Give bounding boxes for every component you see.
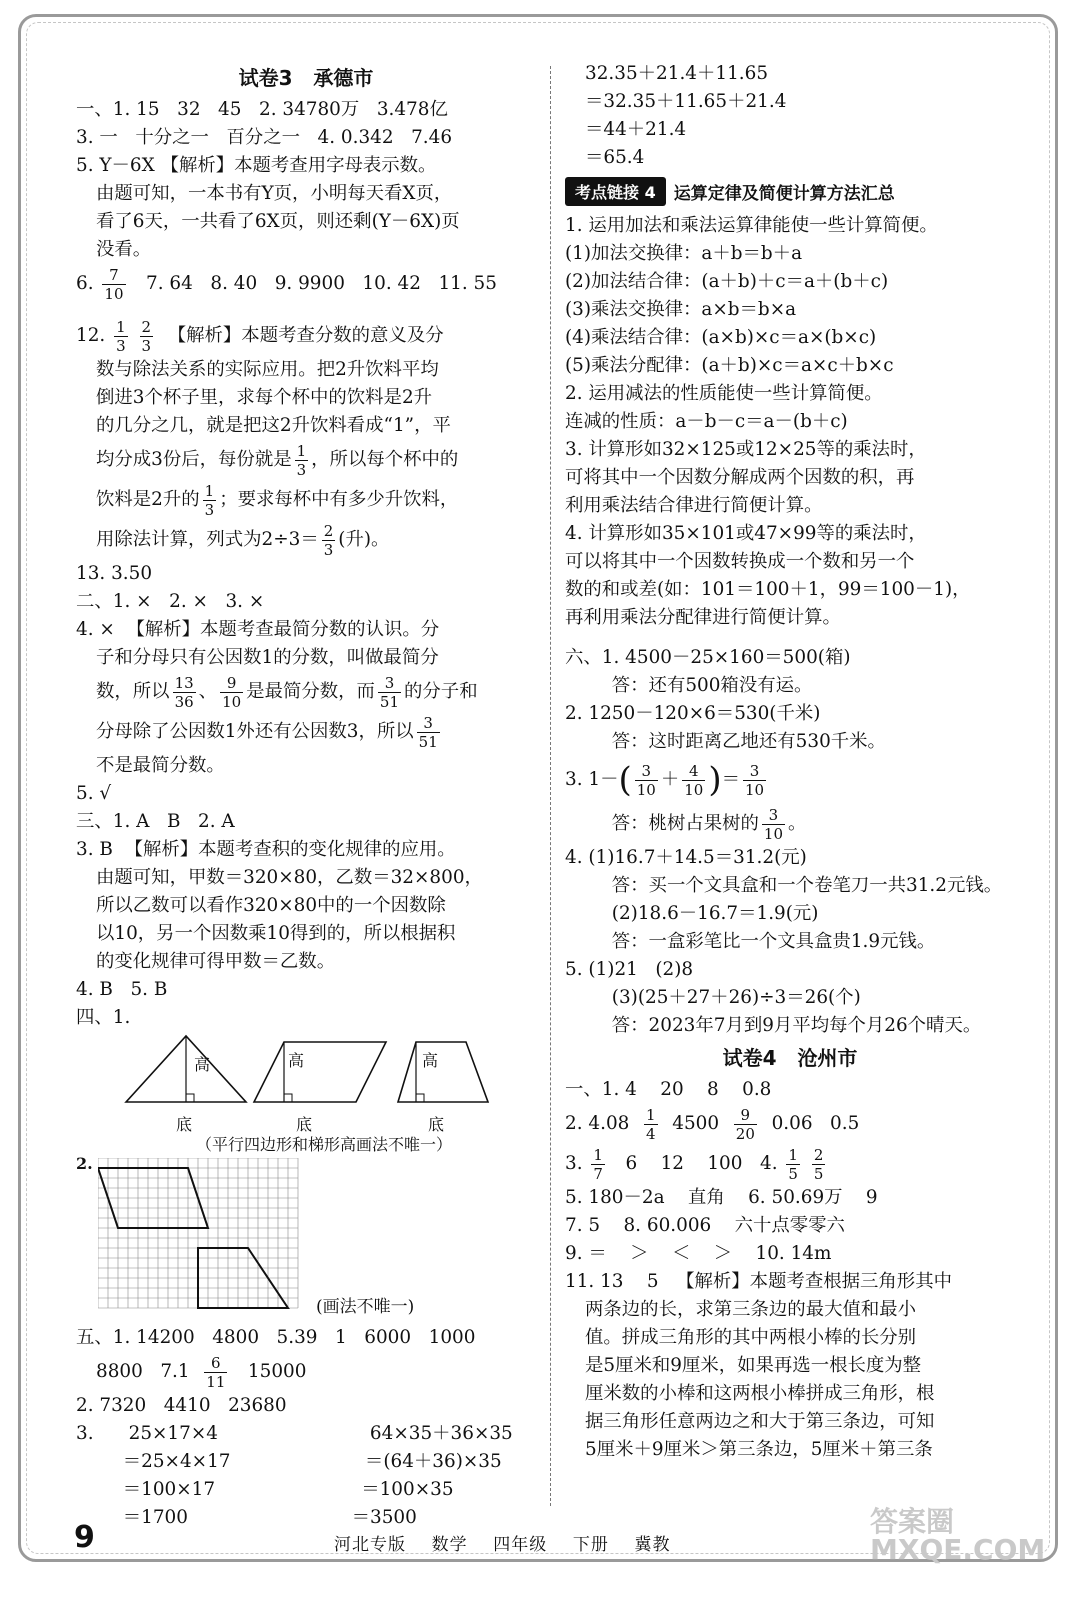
law-line: 利用乘法结合律进行简便计算。 — [565, 495, 823, 516]
answer-line: 两条边的长，求第三条边的最大值和最小 — [585, 1299, 917, 1320]
law-line: 数的和或差(如：101＝100＋1，99＝100－1)， — [565, 579, 971, 600]
fraction: $\frac{1}{4}$ — [646, 1105, 656, 1143]
fraction: $\frac{13}{36}$ — [174, 673, 194, 711]
answer-line: 五、1. 14200 4800 5.39 1 6000 1000 — [76, 1327, 476, 1348]
answer-line: ＝25×4×17 ＝(64＋36)×35 — [76, 1451, 502, 1472]
answer-line: 5厘米＋9厘米＞第三条边，5厘米＋第三条 — [585, 1439, 933, 1460]
fraction: $\frac{9}{10}$ — [222, 673, 242, 711]
answer-line: (3)(25＋27＋26)÷3＝26(个) — [565, 987, 861, 1008]
answer-line: 4. B 5. B — [76, 979, 168, 1000]
answer-line: 一、1. 4 20 8 0.8 — [565, 1079, 772, 1100]
law-line: 3. 计算形如32×125或12×25等的乘法时， — [565, 439, 927, 460]
answer-line: 饮料是2升的 $\frac{1}{3}$ ；要求每杯中有多少升饮料， — [96, 481, 459, 519]
answer-line: 9. ＝ ＞ ＜ ＞ 10. 14m — [565, 1243, 832, 1264]
law-line: 再利用乘法分配律进行简便计算。 — [565, 607, 841, 628]
answer-line: 由题可知，甲数＝320×80，乙数＝32×800， — [96, 867, 483, 888]
answer-line: 子和分母只有公因数1的分数，叫做最简分 — [96, 647, 439, 668]
fraction: $\frac{6}{11}$ — [206, 1353, 226, 1391]
answer-line: 2. 4.08 $\frac{1}{4}$ 4500 $\frac{9}{20}$ 0.06 0.5 — [565, 1105, 860, 1143]
law-line: 4. 计算形如35×101或47×99等的乘法时， — [565, 523, 927, 544]
fraction: $\frac{2}{3}$ — [141, 317, 152, 355]
answer-line: 用除法计算，列式为2÷3＝ $\frac{2}{3}$ (升)。 — [96, 521, 390, 559]
label-height: 高 — [288, 1051, 305, 1070]
fraction: $\frac{4}{10}$ — [684, 761, 704, 799]
watermark-logo: 答案圈 MXQE.COM — [870, 1505, 1046, 1566]
fraction: $\frac{9}{20}$ — [735, 1105, 755, 1143]
answer-line: 4. (1)16.7＋14.5＝31.2(元) — [565, 847, 807, 868]
knowledge-link — [565, 176, 1015, 206]
label-height: 高 — [194, 1055, 211, 1074]
answer-line-q6: 6. $\frac{7}{10}$ 7. 64 8. 40 9. 9900 10. 42 11. 55 — [76, 265, 497, 303]
answer-line: 的变化规律可得甲数＝乙数。 — [96, 951, 336, 972]
grid-note: (画法不唯一) — [316, 1297, 415, 1317]
answer-line: 13. 3.50 — [76, 563, 153, 584]
label-base: 底 — [296, 1115, 313, 1134]
answer-line: 一、1. 15 32 45 2. 34780万 3.478亿 — [76, 99, 448, 120]
law-line: (1)加法交换律：a＋b＝b＋a — [565, 243, 803, 264]
answer-line: ＝100×17 ＝100×35 — [76, 1479, 454, 1500]
calc-line: 32.35＋21.4＋11.65 — [585, 63, 769, 84]
law-line: (2)加法结合律：(a＋b)＋c＝a＋(b＋c) — [565, 271, 889, 292]
answer-line: 不是最简分数。 — [96, 755, 225, 776]
answer-line-q3: 3. 1－( $\frac{3}{10}$ ＋ $\frac{4}{10}$ )＝ $\frac{3}{10}$ — [565, 760, 765, 800]
answer-line: 四、1. — [76, 1007, 131, 1028]
answer-line: 由题可知，一本书有Y页，小明每天看X页， — [96, 183, 453, 204]
fraction: $\frac{3}{51}$ — [379, 673, 400, 711]
left-column — [76, 60, 536, 1532]
calc-line: ＝32.35＋11.65＋21.4 — [585, 91, 787, 112]
answer-line: 5. (1)21 (2)8 — [565, 959, 694, 980]
page-number: 9 — [74, 1520, 95, 1555]
answer-line: 答：还有500箱没有运。 — [565, 675, 813, 696]
calc-line: ＝44＋21.4 — [585, 119, 687, 140]
answer-line: 2. 1250－120×6＝530(千米) — [565, 703, 821, 724]
answer-line: 所以乙数可以看作320×80中的一个因数除 — [96, 895, 446, 916]
label-height: 高 — [422, 1051, 439, 1070]
answer-line: 看了6天，一共看了6X页，则还剩(Y－6X)页 — [96, 211, 460, 232]
answer-line: 厘米数的小棒和这两根小棒拼成三角形，根 — [585, 1383, 935, 1404]
fraction: $\frac{3}{10}$ — [636, 761, 656, 799]
grid-paper — [98, 1158, 308, 1318]
fraction: $\frac{1}{7}$ — [593, 1145, 603, 1183]
answer-line: 的几分之几，就是把这2升饮料看成“1”，平 — [96, 415, 451, 436]
answer-line: 据三角形任意两边之和大于第三条边，可知 — [585, 1411, 935, 1432]
figure-note: （平行四边形和梯形高画法不唯一） — [196, 1135, 453, 1154]
right-column — [565, 60, 1015, 1464]
footer-text: 河北专版 数学 四年级 下册 冀教 — [334, 1535, 671, 1555]
law-line: 连减的性质：a－b－c＝a－(b＋c) — [565, 411, 848, 432]
fraction: $\frac{2}{5}$ — [813, 1145, 824, 1183]
knowledge-link-tag: 考点链接 4 — [565, 177, 666, 206]
exam3-title: 试卷3 承德市 — [238, 66, 374, 90]
answer-line: 三、1. A B 2. A — [76, 811, 235, 832]
fraction: $\frac{1}{3}$ — [204, 481, 215, 519]
law-line: (5)乘法分配律：(a＋b)×c＝a×c＋b×c — [565, 355, 894, 376]
fraction: $\frac{3}{10}$ — [745, 761, 765, 799]
law-line: 1. 运用加法和乘法运算律能使一些计算简便。 — [565, 215, 938, 236]
calc-line: ＝65.4 — [585, 147, 645, 168]
knowledge-link-title: 运算定律及简便计算方法汇总 — [673, 183, 895, 204]
answer-line: 7. 5 8. 60.006 六十点零零六 — [565, 1215, 845, 1236]
answer-line: 数与除法关系的实际应用。把2升饮料平均 — [96, 359, 439, 380]
exam4-title: 试卷4 沧州市 — [722, 1046, 858, 1070]
fraction: $\frac{1}{5}$ — [788, 1145, 798, 1183]
answer-line-q12: 12. $\frac{1}{3}$ $\frac{2}{3}$ 【解析】本题考查分数的意义及分 — [76, 317, 444, 355]
fraction: $\frac{1}{3}$ — [296, 441, 307, 479]
answer-line: 5. Y－6X 【解析】本题考查用字母表示数。 — [76, 155, 437, 176]
answer-line: 3. $\frac{1}{7}$ 6 12 100 4. $\frac{1}{5}$ $\frac{2}{5}$ — [565, 1145, 824, 1183]
answer-line: 数，所以 $\frac{13}{36}$ 、 $\frac{9}{10}$ 是最简分数，而 $\frac{3}{51}$ 的分子和 — [96, 673, 478, 711]
law-line: (4)乘法结合律：(a×b)×c＝a×(b×c) — [565, 327, 877, 348]
answer-line: 8800 7.1 $\frac{6}{11}$ 15000 — [96, 1353, 307, 1391]
column-divider — [550, 66, 551, 1506]
answer-line: 答：一盒彩笔比一个文具盒贵1.9元钱。 — [565, 931, 936, 952]
answer-line: 5. 180－2a 直角 6. 50.69万 9 — [565, 1187, 878, 1208]
answer-line: 分母除了公因数1外还有公因数3，所以 $\frac{3}{51}$ — [96, 713, 438, 751]
answer-line: 4. × 【解析】本题考查最简分数的认识。分 — [76, 619, 440, 640]
answer-line: 二、1. × 2. × 3. × — [76, 591, 265, 612]
answer-line: 均分成3份后，每份就是 $\frac{1}{3}$ ，所以每个杯中的 — [96, 441, 459, 479]
fraction: $\frac{3}{51}$ — [418, 713, 438, 751]
answer-line: 11. 13 5 【解析】本题考查根据三角形其中 — [565, 1271, 952, 1292]
fraction: $\frac{1}{3}$ — [116, 317, 126, 355]
answer-line: 2. 7320 4410 23680 — [76, 1395, 287, 1416]
answer-line: 是5厘米和9厘米，如果再选一根长度为整 — [585, 1355, 922, 1376]
label-base: 底 — [176, 1115, 193, 1134]
fraction: $\frac{2}{3}$ — [323, 521, 334, 559]
answer-line: 3. B 【解析】本题考查积的变化规律的应用。 — [76, 839, 456, 860]
law-line: 2. 运用减法的性质能使一些计算简便。 — [565, 383, 883, 404]
law-line: 可以将其中一个因数转换成一个数和另一个 — [565, 551, 915, 572]
grid-drawing — [76, 1154, 536, 1324]
q2-label: 2. — [76, 1154, 93, 1173]
answer-line: (2)18.6－16.7＝1.9(元) — [565, 903, 819, 924]
law-line: (3)乘法交换律：a×b＝b×a — [565, 299, 797, 320]
law-line: 可将其中一个因数分解成两个因数的积，再 — [565, 467, 915, 488]
answer-line: 没看。 — [96, 239, 152, 260]
page-footer — [74, 1520, 974, 1560]
answer-line: 3. 一 十分之一 百分之一 4. 0.342 7.46 — [76, 127, 453, 148]
answer-line: 倒进3个杯子里，求每个杯中的饮料是2升 — [96, 387, 433, 408]
shapes-with-heights — [116, 1032, 516, 1112]
answer-line: 5. √ — [76, 783, 112, 804]
height-figures — [76, 1032, 536, 1154]
answer-line: 答：买一个文具盒和一个卷笔刀一共31.2元钱。 — [565, 875, 1003, 896]
answer-line: 3. 25×17×4 64×35＋36×35 — [76, 1423, 513, 1444]
answer-line: 答：桃树占果树的 $\frac{3}{10}$ 。 — [565, 805, 807, 843]
answer-line: 答：2023年7月到9月平均每个月26个晴天。 — [565, 1015, 982, 1036]
answer-line: 值。拼成三角形的其中两根小棒的长分别 — [585, 1327, 917, 1348]
label-base: 底 — [428, 1115, 445, 1134]
answer-line: ＝1700 ＝3500 — [76, 1507, 417, 1528]
fraction: $\frac{7}{10}$ — [104, 265, 124, 303]
answer-line: 以10，另一个因数乘10得到的，所以根据积 — [96, 923, 456, 944]
answer-line: 答：这时距离乙地还有530千米。 — [565, 731, 886, 752]
fraction: $\frac{3}{10}$ — [763, 805, 783, 843]
answer-line: 六、1. 4500－25×160＝500(箱) — [565, 647, 851, 668]
